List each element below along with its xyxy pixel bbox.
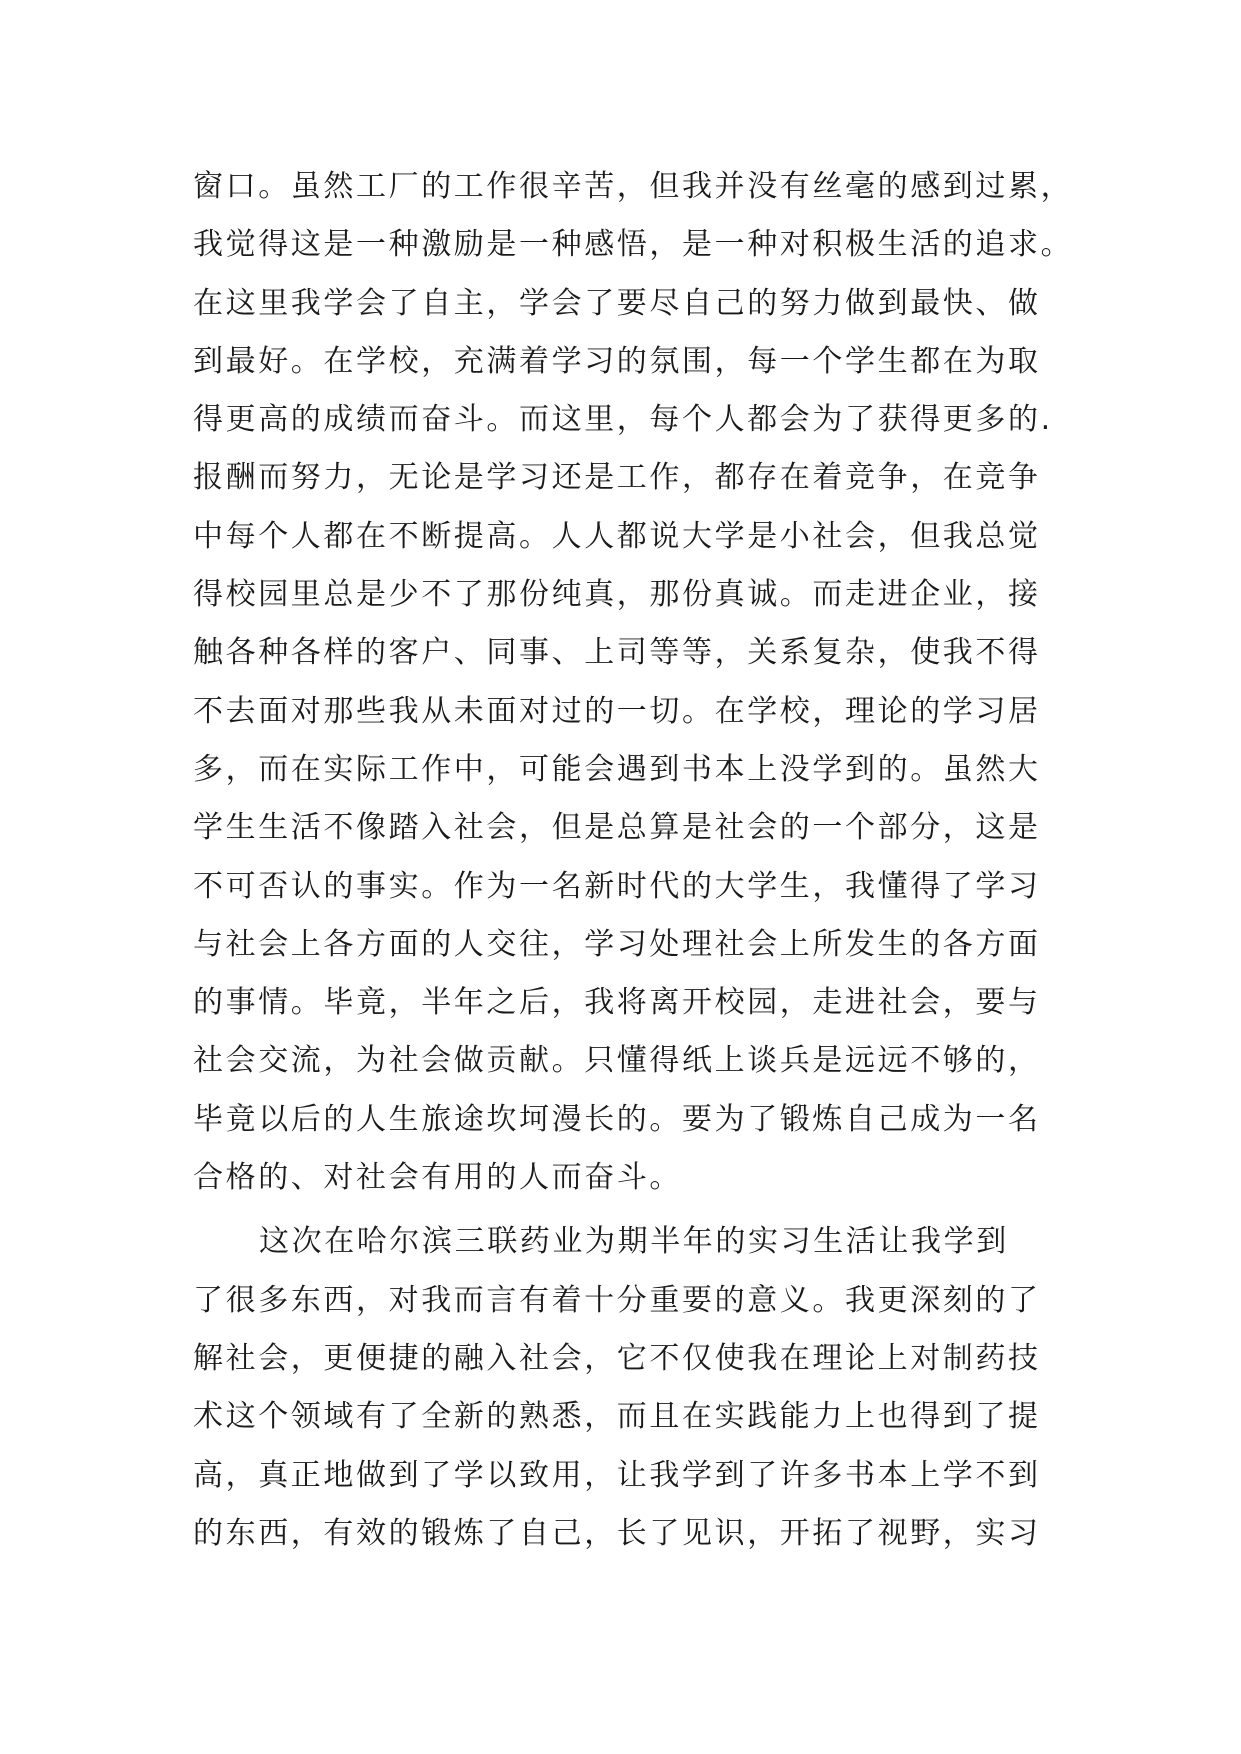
- text-line: 在这里我学会了自主，学会了要尽自己的努力做到最快、做: [193, 285, 1041, 321]
- text-line: 得校园里总是少不了那份纯真，那份真诚。而走进企业，接: [193, 577, 1041, 613]
- text-line: 不去面对那些我从未面对过的一切。在学校，理论的学习居: [193, 693, 1041, 729]
- text-line: 窗口。虽然工厂的工作很辛苦，但我并没有丝毫的感到过累，: [193, 169, 1074, 204]
- text-line: 学生生活不像踏入社会，但是总算是社会的一个部分，这是: [193, 810, 1041, 846]
- text-line: 术这个领域有了全新的熟悉，而且在实践能力上也得到了提: [193, 1399, 1041, 1435]
- text-line: 与社会上各方面的人交往，学习处理社会上所发生的各方面: [193, 926, 1041, 962]
- text-line: 毕竟以后的人生旅途坎坷漫长的。要为了锻炼自己成为一名: [193, 1101, 1041, 1137]
- text-line: 不可否认的事实。作为一名新时代的大学生，我懂得了学习: [193, 868, 1041, 904]
- text-line: 解社会，更便捷的融入社会，它不仅使我在理论上对制药技: [193, 1340, 1041, 1376]
- paragraph: [193, 1213, 1093, 1563]
- text-line: 合格的、对社会有用的人而奋斗。: [193, 1160, 682, 1196]
- text-line: 中每个人都在不断提高。人人都说大学是小社会，但我总觉: [193, 518, 1041, 554]
- text-line: 得更高的成绩而奋斗。而这里，每个人都会为了获得更多的.: [193, 402, 1053, 438]
- text-line: 高，真正地做到了学以致用，让我学到了许多书本上学不到: [193, 1457, 1041, 1493]
- text-line: 多，而在实际工作中，可能会遇到书本上没学到的。虽然大: [193, 751, 1041, 787]
- text-line: 了很多东西，对我而言有着十分重要的意义。我更深刻的了: [193, 1282, 1041, 1318]
- text-line: 社会交流，为社会做贡献。只懂得纸上谈兵是远远不够的，: [193, 1043, 1041, 1079]
- text-line: 到最好。在学校，充满着学习的氛围，每一个学生都在为取: [193, 343, 1041, 379]
- text-line: 的东西，有效的锻炼了自己，长了见识，开拓了视野，实习: [193, 1515, 1041, 1551]
- text-line: 这次在哈尔滨三联药业为期半年的实习生活让我学到: [259, 1224, 1009, 1260]
- body-text: [193, 158, 1093, 1563]
- text-line: 触各种各样的客户、同事、上司等等，关系复杂，使我不得: [193, 635, 1041, 671]
- text-line: 我觉得这是一种激励是一种感悟，是一种对积极生活的追求。: [193, 227, 1074, 263]
- text-line: 报酬而努力，无论是学习还是工作，都存在着竞争，在竞争: [193, 460, 1041, 496]
- text-line: 的事情。毕竟，半年之后，我将离开校园，走进社会，要与: [193, 985, 1041, 1021]
- paragraph: [193, 158, 1093, 1207]
